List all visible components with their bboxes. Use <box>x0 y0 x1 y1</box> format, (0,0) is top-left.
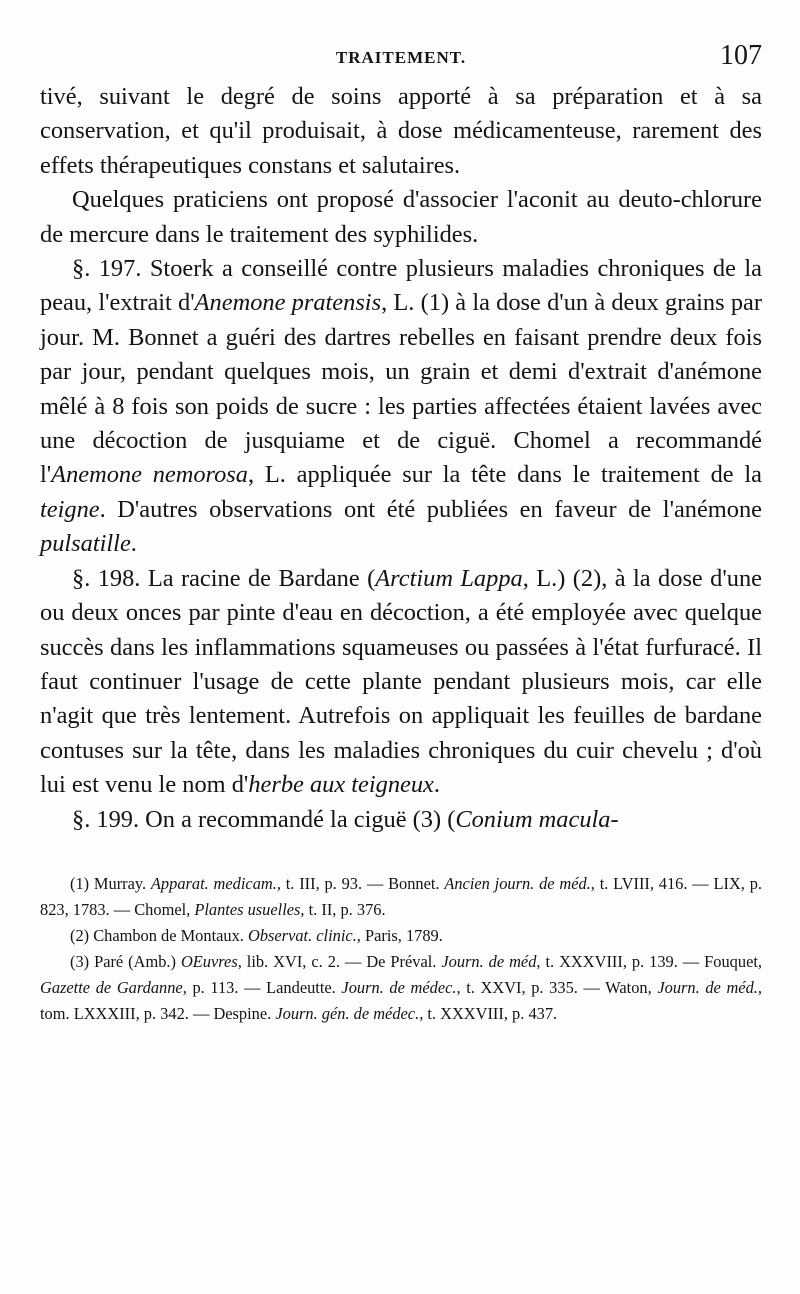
italic-run: Plantes usuelles <box>194 899 301 919</box>
italic-run: Anemone pratensis <box>194 289 382 317</box>
text-run: , t. XXVI, p. 335. — Waton, <box>456 977 658 997</box>
text-run: , lib. XVI, c. 2. — De Préval. <box>237 951 442 971</box>
book-page <box>40 40 762 1027</box>
footnote-1 <box>40 871 762 923</box>
italic-run: Journ. de méd <box>441 951 537 971</box>
text-run: , t. II, p. 376. <box>300 899 386 919</box>
text-run: , t. XXXVIII, p. 139. — Fouquet, <box>536 951 762 971</box>
text-run: (2) Chambon de Montaux. <box>70 925 248 945</box>
text-run: , t. III, p. 93. — Bonnet. <box>276 873 445 893</box>
italic-run: Apparat. medicam. <box>150 873 277 893</box>
italic-run: pulsatille <box>40 530 131 558</box>
italic-run: herbe aux teigneux <box>248 771 434 799</box>
paragraph <box>40 80 762 183</box>
page-number: 107 <box>720 40 762 71</box>
text-run: . <box>433 771 440 799</box>
italic-run: Ancien journ. de méd. <box>444 873 591 893</box>
italic-run: OEuvres <box>180 951 238 971</box>
text-run: , L. appliquée sur la tête dans le traitement de la <box>248 461 762 489</box>
italic-run: Arctium Lappa <box>375 564 523 592</box>
text-run: , Paris, 1789. <box>356 925 443 945</box>
text-run: , t. XXXVIII, p. 437. <box>419 1003 558 1023</box>
italic-run: Journ. gén. de médec. <box>275 1003 420 1023</box>
running-head-title: TRAITEMENT. <box>335 48 467 67</box>
text-run: , p. 113. — Landeutte. <box>182 977 342 997</box>
footnotes <box>40 871 762 1027</box>
text-run: , tom. LXXXIII, p. 342. — Despine. <box>40 977 762 1023</box>
text-run: , L.) (2), à la dose d'une ou deux onces par pinte d'eau en décoction, a été employée avec quelque succès dans les inflammations squameuses ou passées à l'état furfuracé. Il faut continuer l'usage de cette plante pendant plusieurs mois, car elle n'agit que très lentement. Autrefois on appliquait les feuilles de bardane contuses sur la tête, dans les maladies chroniques du cuir chevelu ; d'où lui est venu le nom d' <box>40 564 762 799</box>
body-text <box>40 80 762 837</box>
text-run: , L. (1) à la dose d'un à deux grains par jour. M. Bonnet a guéri des dartres rebelles en faisant prendre deux fois par jour, pendant quelques mois, un grain et demi d'extrait d'anémone mêlé à 8 fois son poids de sucre : les parties affectées étaient lavées avec une décoction de jusquiame et de ciguë. Chomel a recommandé l' <box>40 289 762 489</box>
italic-run: Journ. de médec. <box>341 977 457 997</box>
text-run: §. 197. Stoerk a conseillé contre plusieurs maladies chroniques de la peau, l'extrait d' <box>40 255 762 317</box>
text-run: . <box>130 530 137 558</box>
text-run: §. 199. On a recommandé la ciguë (3) ( <box>72 805 456 833</box>
italic-run: Gazette de Gardanne <box>40 977 183 997</box>
running-head <box>40 40 762 80</box>
italic-run: Conium macula- <box>455 805 619 833</box>
text-run: tivé, suivant le degré de soins apporté à sa préparation et à sa conservation, et qu'il produisait, à dose médicamenteuse, rarement des effets thérapeutiques constans et salutaires. <box>40 83 762 179</box>
italic-run: Observat. clinic. <box>248 925 357 945</box>
footnote-3 <box>40 949 762 1027</box>
paragraph <box>40 183 762 252</box>
text-run: . D'autres observations ont été publiées en faveur de l'anémone <box>99 495 762 523</box>
text-run: (1) Murray. <box>70 873 151 893</box>
paragraph-section-198 <box>40 562 762 803</box>
footnote-2 <box>40 923 762 949</box>
italic-run: Journ. de méd. <box>657 977 758 997</box>
text-run: §. 198. La racine de Bardane ( <box>72 564 376 592</box>
paragraph-section-199 <box>40 803 762 837</box>
paragraph-section-197 <box>40 252 762 562</box>
italic-run: Anemone nemorosa <box>51 461 248 489</box>
text-run: Quelques praticiens ont proposé d'associer l'aconit au deuto-chlorure de mercure dans le traitement des syphilides. <box>40 186 762 248</box>
text-run: , t. LVIII, 416. — LIX, p. 823, 1783. — Chomel, <box>40 873 762 919</box>
text-run: (3) Paré (Amb.) <box>70 951 181 971</box>
italic-run: teigne <box>40 495 100 523</box>
